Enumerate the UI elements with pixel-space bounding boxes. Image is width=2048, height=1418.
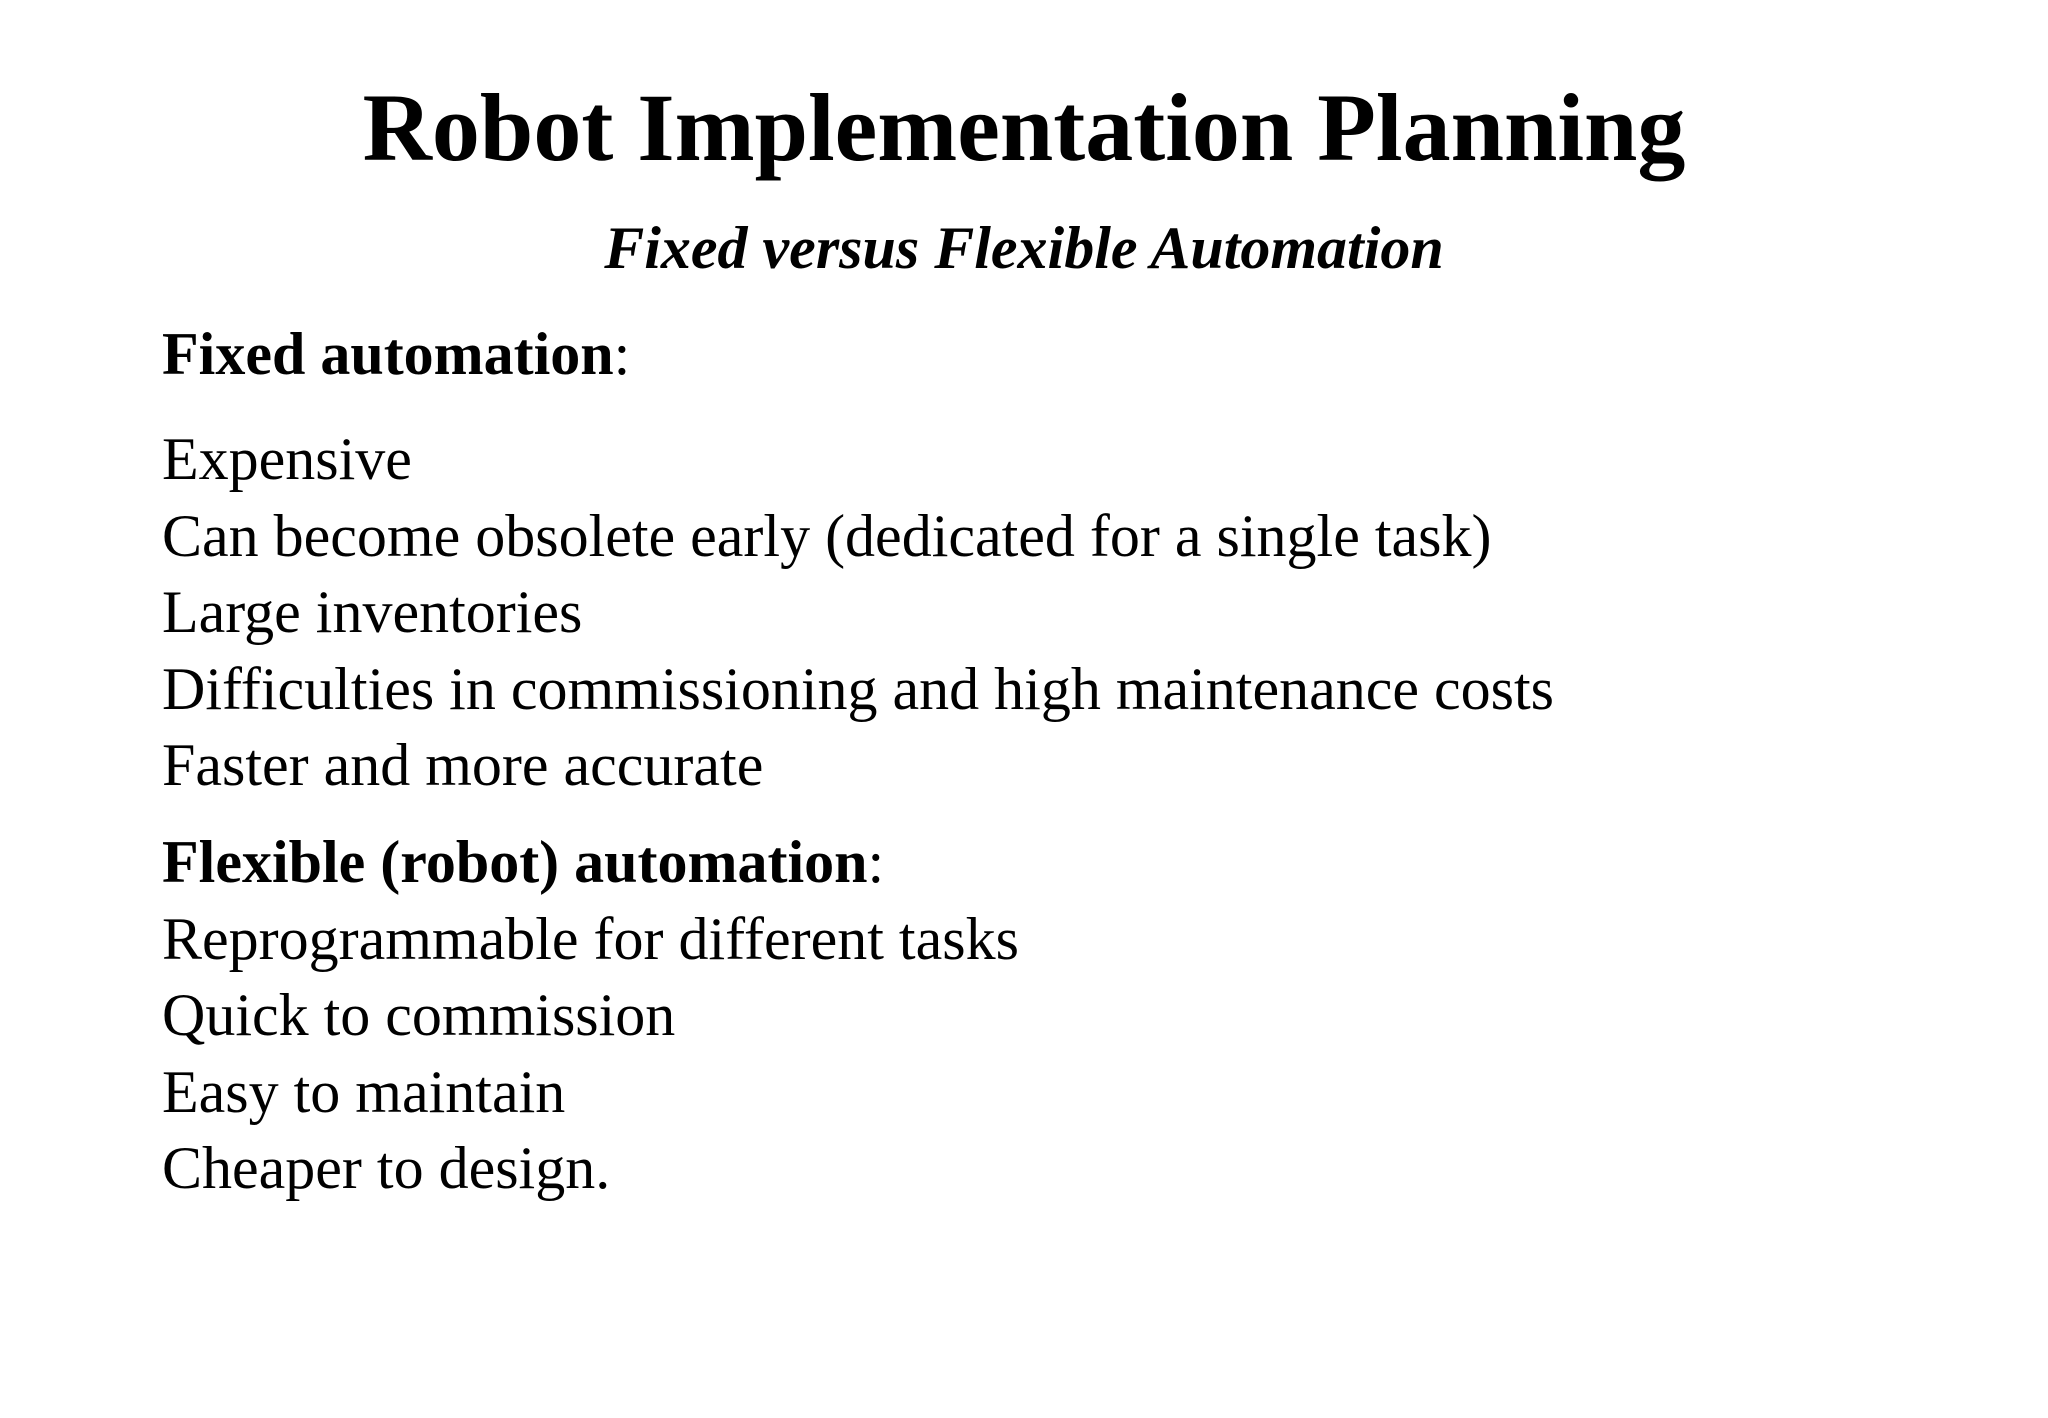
list-item: Cheaper to design.: [162, 1135, 611, 1201]
list-item: Easy to maintain: [162, 1058, 566, 1125]
fixed-automation-heading: [162, 316, 630, 393]
slide-title: Robot Implementation Planning: [362, 74, 1686, 181]
list-item: Faster and more accurate: [162, 732, 764, 798]
list-item: Difficulties in commissioning and high maintenance costs: [162, 655, 1554, 722]
list-item: Reprogrammable for different tasks: [162, 905, 1019, 972]
fixed-automation-heading-text: Fixed automation: [162, 321, 614, 387]
flexible-automation-heading-text: Flexible (robot) automation: [162, 829, 868, 895]
slide-subtitle: Fixed versus Flexible Automation: [604, 215, 1444, 281]
flexible-automation-section: [162, 824, 1019, 1207]
flexible-automation-heading-colon: :: [867, 829, 885, 895]
list-item: Large inventories: [162, 579, 583, 645]
list-item: Can become obsolete early (dedicated for a single task): [162, 502, 1492, 569]
fixed-automation-heading-colon: :: [613, 321, 631, 387]
flexible-automation-heading: [162, 824, 1019, 901]
list-item: Expensive: [162, 426, 412, 492]
fixed-automation-list: [162, 421, 1554, 804]
list-item: Quick to commission: [162, 982, 676, 1048]
